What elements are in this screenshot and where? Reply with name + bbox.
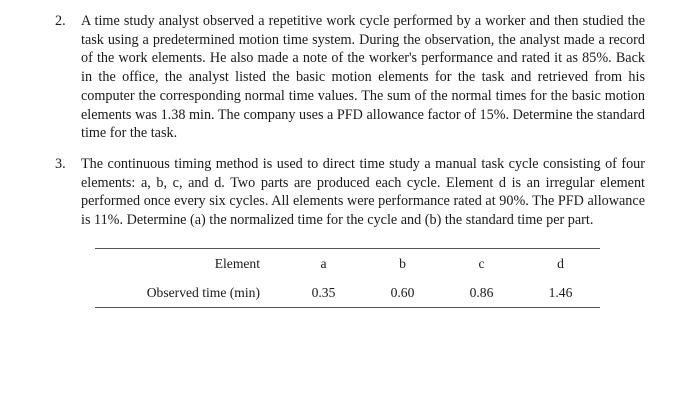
element-header-label: Element bbox=[214, 256, 260, 271]
problem-2 bbox=[55, 12, 645, 143]
problem-3-number: 3. bbox=[55, 156, 66, 172]
observed-time-table bbox=[95, 248, 600, 308]
observed-time-c: 0.86 bbox=[469, 285, 494, 300]
problem-2-number: 2. bbox=[55, 13, 66, 29]
observed-time-a: 0.35 bbox=[311, 285, 336, 300]
element-a-header: a bbox=[320, 256, 327, 271]
problem-3-text: The continuous timing method is used to direct time study a manual task cycle consisting of four elements: a, b, c, and d. Two parts are produced each cycle. Element d is an irregular element performed once every six cycles. All elements were performance rated at 90%. The PFD allowance is 11%. Determine (a) the normalized time for the cycle and (b) the standard time per part. bbox=[81, 156, 645, 229]
observed-time-d: 1.46 bbox=[548, 285, 573, 300]
observed-time-b: 0.60 bbox=[390, 285, 415, 300]
element-c-header: c bbox=[478, 256, 485, 271]
observed-time-label: Observed time (min) bbox=[146, 285, 260, 300]
element-d-header: d bbox=[557, 256, 564, 271]
problem-2-text: A time study analyst observed a repetitive work cycle performed by a worker and then studied the task using a predetermined motion time system. During the observation, the analyst made a record of the work elements. He also made a note of the worker's performance and rated it as 85%. Back in the office, the analyst listed the basic motion elements for the task and retrieved from his computer the corresponding normal time values. The sum of the normal times for the basic motion elements was 1.38 min. The company uses a PFD allowance factor of 15%. Determine the standard time for the task. bbox=[81, 13, 645, 142]
observed-time-row bbox=[95, 279, 600, 308]
table-header-row bbox=[95, 249, 600, 280]
element-b-header: b bbox=[399, 256, 406, 271]
problem-3 bbox=[55, 155, 645, 230]
